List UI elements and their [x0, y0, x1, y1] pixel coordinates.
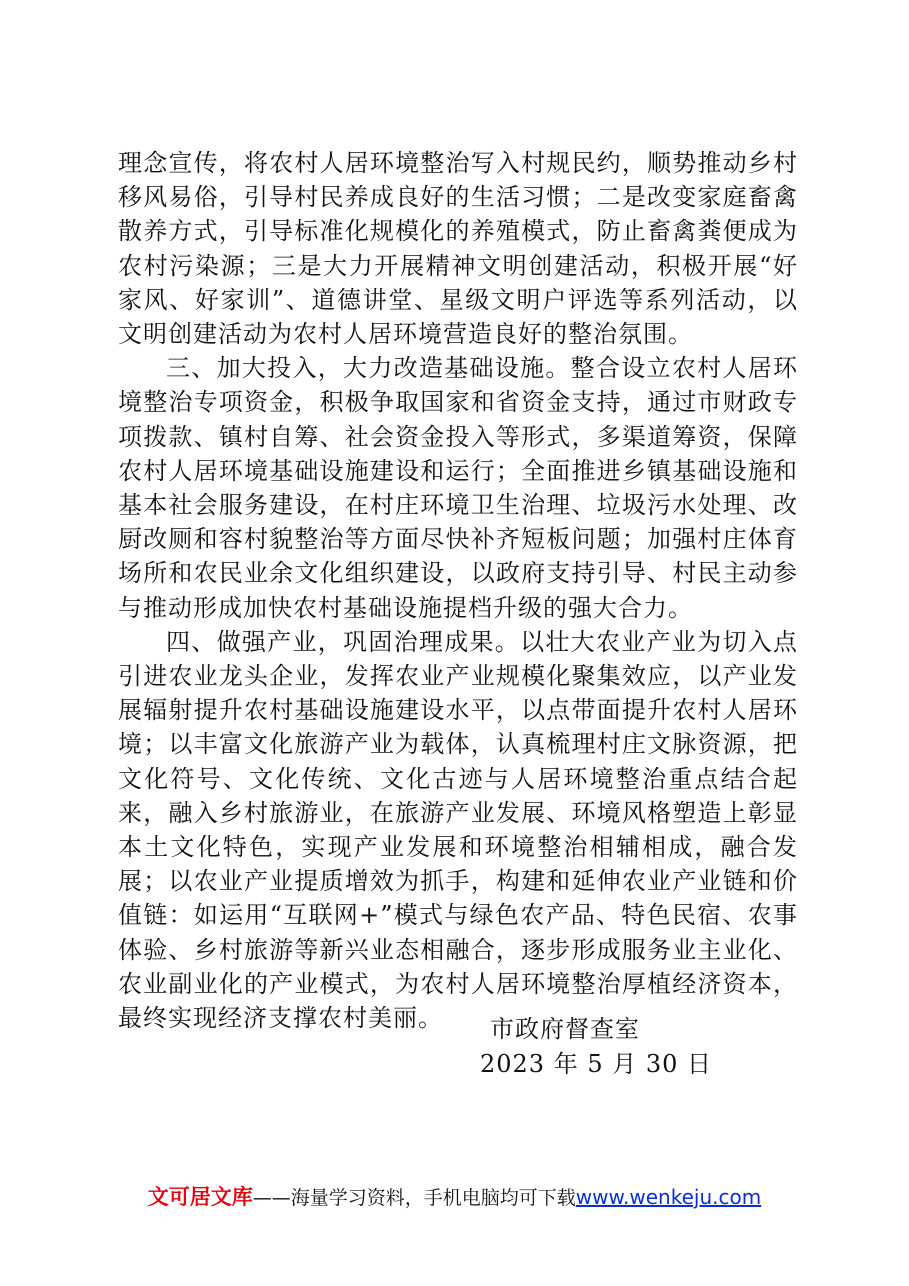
- paragraph-section-three: 三、加大投入，大力改造基础设施。整合设立农村人居环境整治专项资金，积极争取国家和省资金支持，通过市财政专项拨款、镇村自筹、社会资金投入等形式，多渠道筹资，保障农村人居环境基础设施建设和运行；全面推进乡镇基础设施和基本社会服务建设，在村庄环境卫生治理、垃圾污水处理、改厨改厕和容村貌整治等方面尽快补齐短板问题；加强村庄体育场所和农民业余文化组织建设，以政府支持引导、村民主动参与推动形成加快农村基础设施提档升级的强大合力。: [118, 354, 798, 622]
- signature-office: 市政府督查室: [490, 1015, 640, 1043]
- footer-separator: ——: [252, 1187, 291, 1209]
- footer-brand: 文可居文库: [147, 1185, 253, 1209]
- paragraph-section-four: 四、做强产业，巩固治理成果。以壮大农业产业为切入点引进农业龙头企业，发挥农业产业规模化聚集效应，以产业发展辐射提升农村基础设施建设水平，以点带面提升农村人居环境；以丰富文化旅游产业为载体，认真梳理村庄文脉资源，把文化符号、文化传统、文化古迹与人居环境整治重点结合起来，融入乡村旅游业，在旅游产业发展、环境风格塑造上彰显本土文化特色，实现产业发展和环境整治相辅相成，融合发展；以农业产业提质增效为抓手，构建和延伸农业产业链和价值链：如运用“互联网+”模式与绿色农产品、特色民宿、农事体验、乡村旅游等新兴业态相融合，逐步形成服务业主业化、农业副业化的产业模式，为农村人居环境整治厚植经济资本，最终实现经济支撑农村美丽。: [118, 627, 798, 1033]
- signature-block: [440, 1012, 740, 1082]
- footer-banner: [0, 1180, 909, 1215]
- paragraph-continuation: 理念宣传，将农村人居环境整治写入村规民约，顺势推动乡村移风易俗，引导村民养成良好的生活习惯；二是改变家庭畜禽散养方式，引导标准化规模化的养殖模式，防止畜禽粪便成为农村污染源；三是大力开展精神文明创建活动，积极开展“好家风、好家训”、道德讲堂、星级文明户评选等系列活动，以文明创建活动为农村人居环境营造良好的整治氛围。: [118, 149, 798, 349]
- document-body: [118, 146, 798, 1035]
- footer-link[interactable]: www.wenkeju.com: [575, 1185, 762, 1209]
- footer-tagline: 海量学习资料，手机电脑均可下载: [290, 1187, 576, 1209]
- signature-date: 2023 年 5 月 30 日: [480, 1050, 713, 1078]
